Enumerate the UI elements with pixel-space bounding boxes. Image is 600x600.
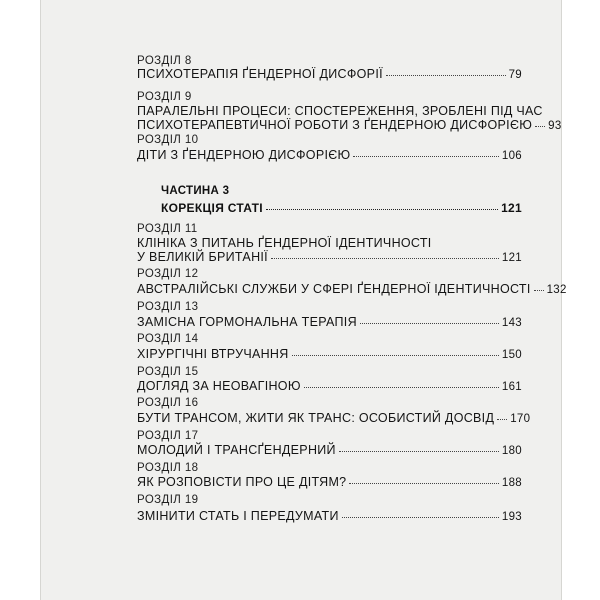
chapter-12-title: АВСТРАЛІЙСЬКІ СЛУЖБИ У СФЕРІ ҐЕНДЕРНОЇ ІДЕНТИЧНОСТІ <box>137 282 531 296</box>
chapter-16-entry <box>137 411 531 425</box>
dot-leader <box>386 74 506 76</box>
chapter-14-page: 150 <box>501 349 522 361</box>
chapter-11-page: 121 <box>501 252 522 264</box>
chapter-9-label: РОЗДІЛ 9 <box>137 91 192 103</box>
chapter-13-label: РОЗДІЛ 13 <box>137 301 199 313</box>
chapter-19-page: 193 <box>501 511 522 523</box>
dot-leader <box>292 354 499 356</box>
chapter-15-title: ДОГЛЯД ЗА НЕОВАГІНОЮ <box>137 379 301 393</box>
dot-leader <box>304 386 499 388</box>
chapter-15-label: РОЗДІЛ 15 <box>137 366 199 378</box>
dot-leader <box>266 209 498 210</box>
chapter-10-page: 106 <box>501 150 522 162</box>
dot-leader <box>349 482 498 484</box>
dot-leader <box>534 289 544 291</box>
chapter-9-page: 93 <box>548 120 562 132</box>
chapter-13-page: 143 <box>501 317 522 329</box>
chapter-10-title: ДІТИ З ҐЕНДЕРНОЮ ДИСФОРІЄЮ <box>137 148 351 162</box>
chapter-13-title: ЗАМІСНА ГОРМОНАЛЬНА ТЕРАПІЯ <box>137 315 357 329</box>
chapter-18-label: РОЗДІЛ 18 <box>137 462 199 474</box>
chapter-17-title: МОЛОДИЙ І ТРАНСҐЕНДЕРНИЙ <box>137 443 336 457</box>
chapter-12-page: 132 <box>546 284 567 296</box>
chapter-18-entry <box>137 475 522 489</box>
chapter-19-label: РОЗДІЛ 19 <box>137 494 199 506</box>
dot-leader <box>360 322 499 324</box>
chapter-18-page: 188 <box>501 477 522 489</box>
chapter-11-entry <box>137 250 522 264</box>
chapter-13-entry <box>137 315 522 329</box>
part-3-entry <box>161 201 522 215</box>
dot-leader <box>535 125 545 127</box>
chapter-8-entry <box>137 67 522 81</box>
chapter-12-label: РОЗДІЛ 12 <box>137 268 199 280</box>
chapter-10-label: РОЗДІЛ 10 <box>137 134 199 146</box>
chapter-12-entry <box>137 282 567 296</box>
part-3-title: КОРЕКЦІЯ СТАТІ <box>161 201 263 215</box>
chapter-11-title-line-2: У ВЕЛИКІЙ БРИТАНІЇ <box>137 250 268 264</box>
chapter-11-title-line-1: КЛІНІКА З ПИТАНЬ ҐЕНДЕРНОЇ ІДЕНТИЧНОСТІ <box>137 236 432 250</box>
chapter-15-entry <box>137 379 522 393</box>
chapter-14-entry <box>137 347 522 361</box>
chapter-17-label: РОЗДІЛ 17 <box>137 430 199 442</box>
chapter-9-title-line-1: ПАРАЛЕЛЬНІ ПРОЦЕСИ: СПОСТЕРЕЖЕННЯ, ЗРОБЛЕНІ ПІД ЧАС <box>137 104 543 118</box>
chapter-8-page: 79 <box>508 69 522 81</box>
chapter-8-label: РОЗДІЛ 8 <box>137 55 192 67</box>
chapter-8-title: ПСИХОТЕРАПІЯ ҐЕНДЕРНОЇ ДИСФОРІЇ <box>137 67 383 81</box>
chapter-14-label: РОЗДІЛ 14 <box>137 333 199 345</box>
chapter-10-entry <box>137 148 522 162</box>
dot-leader <box>353 155 498 157</box>
dot-leader <box>339 450 499 452</box>
chapter-16-page: 170 <box>510 413 531 425</box>
dot-leader <box>271 257 499 259</box>
chapter-19-entry <box>137 509 522 523</box>
chapter-14-title: ХІРУРГІЧНІ ВТРУЧАННЯ <box>137 347 289 361</box>
chapter-15-page: 161 <box>501 381 522 393</box>
chapter-19-title: ЗМІНИТИ СТАТЬ І ПЕРЕДУМАТИ <box>137 509 339 523</box>
part-3-label: ЧАСТИНА 3 <box>161 185 230 197</box>
chapter-17-page: 180 <box>501 445 522 457</box>
chapter-11-label: РОЗДІЛ 11 <box>137 223 198 235</box>
chapter-17-entry <box>137 443 522 457</box>
dot-leader <box>497 418 507 420</box>
chapter-18-title: ЯК РОЗПОВІСТИ ПРО ЦЕ ДІТЯМ? <box>137 475 347 489</box>
chapter-16-title: БУТИ ТРАНСОМ, ЖИТИ ЯК ТРАНС: ОСОБИСТИЙ ДОСВІД <box>137 411 495 425</box>
dot-leader <box>342 516 499 518</box>
chapter-9-entry <box>137 118 562 132</box>
book-page <box>40 0 567 600</box>
chapter-16-label: РОЗДІЛ 16 <box>137 397 199 409</box>
part-3-page: 121 <box>501 201 522 215</box>
chapter-9-title-line-2: ПСИХОТЕРАПЕВТИЧНОЇ РОБОТИ З ҐЕНДЕРНОЮ ДИСФОРІЄЮ <box>137 118 533 132</box>
